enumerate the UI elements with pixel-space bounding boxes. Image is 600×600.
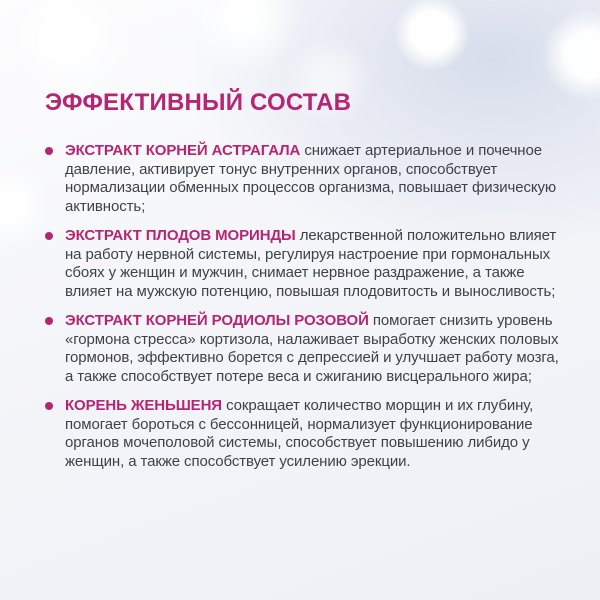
list-item [45,312,565,386]
ingredient-description: снижает артериальное и почечное давление, активирует тонус внутренних органов, способствует нормализации обменных процессов организма, повышает физическую активность; [65,142,557,215]
list-item [45,227,565,301]
page-title: ЭФФЕКТИВНЫЙ СОСТАВ [45,89,352,116]
bullet-icon [45,317,53,325]
ingredient-list [45,142,565,471]
ingredient-description: лекарственной положительно влияет на работу нервной системы, регулируя настроение при гормональных сбоях у женщин и мужчин, снимает нервное раздражение, а также влияет на мужскую потенцию, повышая плодовитость и выносливость; [65,227,557,300]
ingredient-description: сокращает количество морщин и их глубину, помогает бороться с бессонницей, нормализует функционирование органов мочеполовой системы, способствует повышению либидо у женщин, а также способствует усилению эрекции. [65,397,534,470]
bullet-icon [45,402,53,410]
list-item [45,397,565,471]
bullet-icon [45,147,53,155]
ingredient-name: ЭКСТРАКТ КОРНЕЙ АСТРАГАЛА [65,142,301,160]
list-item [45,142,565,216]
ingredient-description: помогает снизить уровень «гормона стресса» кортизола, налаживает выработку женских половых гормонов, эффективно борется с депрессией и улучшает работу мозга, а также способствует потере веса и сжиганию висцерального жира; [65,312,559,385]
ingredient-name: КОРЕНЬ ЖЕНЬШЕНЯ [65,397,222,415]
bullet-icon [45,232,53,240]
ingredient-name: ЭКСТРАКТ ПЛОДОВ МОРИНДЫ [65,227,296,245]
ingredient-name: ЭКСТРАКТ КОРНЕЙ РОДИОЛЫ РОЗОВОЙ [65,312,369,330]
